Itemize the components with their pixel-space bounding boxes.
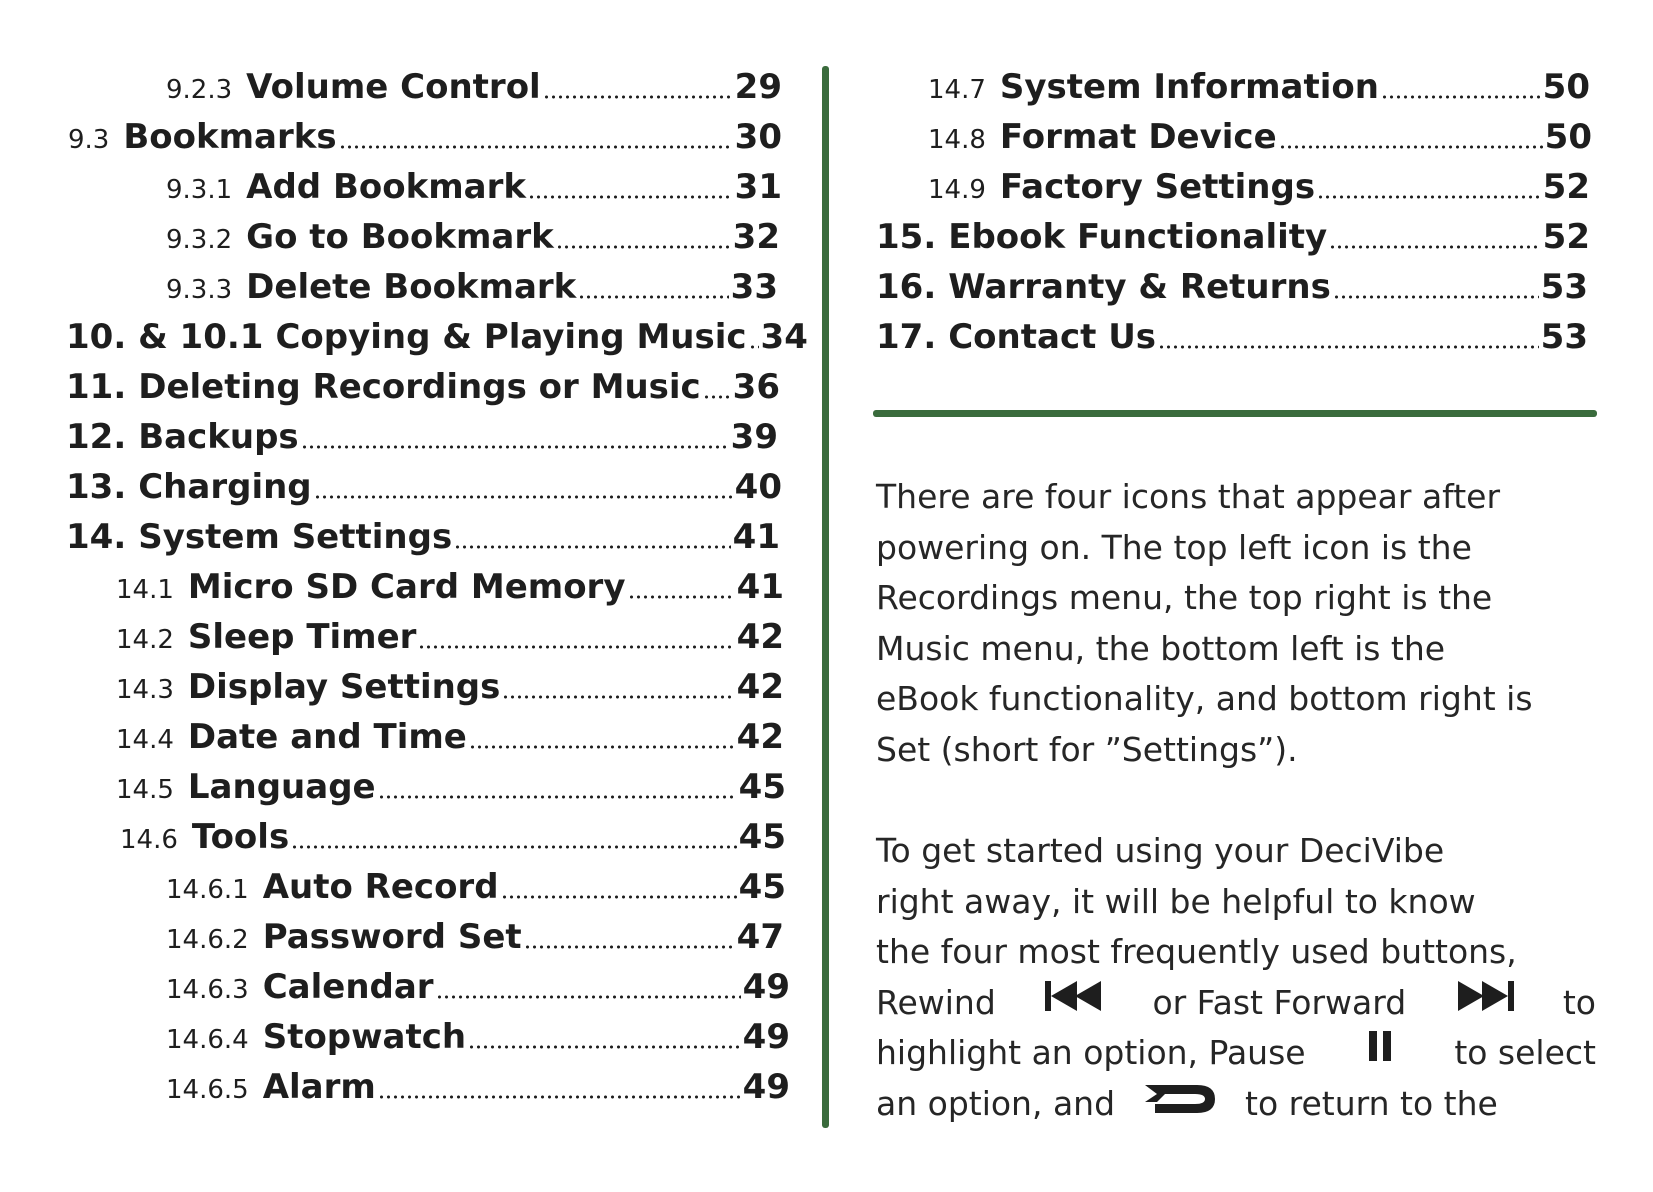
toc-page-number: 50: [1544, 117, 1592, 157]
toc-number: 9.3: [68, 125, 110, 155]
paragraph-line: right away, it will be helpful to know: [876, 881, 1476, 921]
toc-page-number: 52: [1542, 167, 1590, 207]
toc-leader-dots: [378, 1095, 741, 1099]
toc-entry: [166, 1062, 790, 1112]
intro-paragraph: [876, 472, 1596, 775]
back-return-icon: [1143, 1078, 1219, 1131]
column-divider: [822, 66, 829, 1128]
toc-entry: [166, 162, 782, 212]
toc-page-number: 53: [1540, 267, 1588, 307]
toc-number: 14.4: [116, 725, 174, 755]
toc-title: Charging: [138, 467, 312, 507]
toc-page-number: 39: [730, 417, 778, 457]
toc-leader-dots: [1279, 145, 1543, 149]
toc-page-number: 50: [1542, 67, 1590, 107]
toc-title: Warranty & Returns: [948, 267, 1331, 307]
toc-entry: [66, 512, 780, 562]
toc-entry: [166, 212, 780, 262]
toc-page-number: 49: [742, 1067, 790, 1107]
toc-leader-dots: [628, 595, 735, 599]
toc-title: Bookmarks: [123, 117, 337, 157]
toc-entry: [166, 1012, 790, 1062]
toc-entry: [166, 962, 790, 1012]
option-text: an option, and: [876, 1083, 1116, 1123]
toc-leader-dots: [578, 295, 728, 299]
toc-leader-dots: [314, 495, 733, 499]
toc-page-number: 49: [742, 1017, 790, 1057]
toc-title: Backups: [138, 417, 299, 457]
toc-title: Calendar: [262, 967, 434, 1007]
buttons-paragraph: [876, 826, 1596, 1129]
toc-page-number: 41: [736, 567, 784, 607]
toc-number: 16.: [876, 267, 937, 307]
toc-entry: [166, 262, 778, 312]
to-text: to: [1562, 982, 1596, 1022]
toc-entry: [120, 812, 786, 862]
toc-leader-dots: [501, 895, 737, 899]
toc-leader-dots: [468, 1045, 741, 1049]
pause-text: highlight an option, Pause: [876, 1033, 1306, 1072]
toc-page-number: 42: [736, 617, 784, 657]
toc-leader-dots: [1158, 345, 1539, 349]
paragraph-line: [876, 978, 1596, 1029]
toc-leader-dots: [703, 395, 731, 399]
paragraph-line: Recordings menu, the top right is the: [876, 578, 1493, 617]
paragraph-line: Music menu, the bottom left is the: [876, 628, 1446, 668]
toc-title: Format Device: [999, 117, 1277, 157]
toc-page-number: 33: [730, 267, 778, 307]
toc-entry: [166, 862, 786, 912]
toc-number: 14.8: [928, 125, 986, 155]
toc-title: Go to Bookmark: [246, 217, 554, 257]
toc-page-number: 32: [732, 217, 780, 257]
toc-number: 9.3.1: [166, 175, 233, 205]
toc-leader-dots: [1381, 95, 1541, 99]
toc-page-number: 34: [760, 317, 808, 357]
paragraph-line: the four most frequently used buttons,: [876, 932, 1517, 971]
toc-title: System Information: [999, 67, 1379, 107]
toc-entry: [116, 712, 784, 762]
rewind-icon: [1043, 977, 1105, 1030]
toc-entry: [68, 112, 782, 162]
toc-title: Ebook Functionality: [948, 217, 1328, 257]
toc-title: Password Set: [262, 917, 522, 957]
paragraph-line: [876, 1028, 1596, 1079]
toc-leader-dots: [543, 95, 733, 99]
toc-leader-dots: [1317, 195, 1541, 199]
toc-number: 14.6.3: [166, 975, 249, 1005]
toc-leader-dots: [418, 645, 734, 649]
toc-title: System Settings: [138, 517, 453, 557]
toc-leader-dots: [502, 695, 734, 699]
toc-leader-dots: [378, 795, 737, 799]
toc-page-number: 42: [736, 667, 784, 707]
toc-page-number: 47: [736, 917, 784, 957]
toc-title: Deleting Recordings or Music: [138, 367, 701, 407]
select-text: to select: [1454, 1033, 1596, 1072]
toc-entry: [876, 212, 1590, 262]
toc-leader-dots: [469, 745, 735, 749]
toc-title: Date and Time: [187, 717, 467, 757]
return-text: to return to the: [1245, 1083, 1498, 1123]
toc-page-number: 42: [736, 717, 784, 757]
toc-number: 14.6.5: [166, 1075, 249, 1105]
toc-title: Sleep Timer: [187, 617, 417, 657]
toc-number: 14.5: [116, 775, 174, 805]
toc-entry: [116, 762, 786, 812]
section-divider: [873, 410, 1597, 417]
pause-icon: [1366, 1027, 1394, 1080]
toc-entry: [66, 312, 808, 362]
toc-page-number: 45: [738, 767, 786, 807]
toc-title: Tools: [191, 817, 290, 857]
toc-number: 14.2: [116, 625, 174, 655]
toc-title: Add Bookmark: [246, 167, 526, 207]
toc-entry: [66, 462, 782, 512]
toc-number: 9.2.3: [166, 75, 233, 105]
toc-page-number: 29: [734, 67, 782, 107]
toc-page-number: 53: [1540, 317, 1588, 357]
toc-title: Delete Bookmark: [246, 267, 577, 307]
paragraph-line: Set (short for ”Settings”).: [876, 729, 1298, 769]
toc-title: Factory Settings: [999, 167, 1316, 207]
toc-entry: [66, 412, 778, 462]
toc-number: 14.6.2: [166, 925, 249, 955]
toc-title: Language: [187, 767, 376, 807]
rewind-text: Rewind: [876, 982, 996, 1022]
toc-leader-dots: [749, 345, 759, 349]
toc-leader-dots: [436, 995, 741, 999]
toc-page-number: 45: [738, 867, 786, 907]
toc-entry: [876, 262, 1588, 312]
toc-number: 14.9: [928, 175, 986, 205]
toc-leader-dots: [1333, 295, 1539, 299]
toc-page-number: 41: [732, 517, 780, 557]
toc-number: 10. & 10.1: [66, 317, 264, 357]
paragraph-line: There are four icons that appear after: [876, 477, 1501, 516]
toc-title: Alarm: [262, 1067, 376, 1107]
toc-number: 14.6.1: [166, 875, 249, 905]
toc-entry: [116, 562, 784, 612]
toc-number: 12.: [66, 417, 127, 457]
toc-number: 11.: [66, 367, 127, 407]
toc-entry: [66, 362, 780, 412]
toc-number: 9.3.3: [166, 275, 233, 305]
toc-entry: [928, 112, 1592, 162]
fast-forward-icon: [1454, 977, 1516, 1030]
toc-entry: [928, 62, 1590, 112]
toc-entry: [166, 62, 782, 112]
toc-entry: [166, 912, 784, 962]
toc-number: 14.3: [116, 675, 174, 705]
toc-leader-dots: [454, 545, 730, 549]
toc-page-number: 45: [738, 817, 786, 857]
toc-page-number: 36: [732, 367, 780, 407]
toc-leader-dots: [291, 845, 736, 849]
toc-title: Contact Us: [948, 317, 1157, 357]
paragraph-line: [876, 1079, 1596, 1130]
toc-entry: [876, 312, 1588, 362]
toc-leader-dots: [339, 145, 733, 149]
toc-page-number: 40: [734, 467, 782, 507]
toc-leader-dots: [524, 945, 735, 949]
toc-number: 14.1: [116, 575, 174, 605]
toc-title: Micro SD Card Memory: [187, 567, 626, 607]
toc-number: 14.6: [120, 825, 178, 855]
toc-leader-dots: [528, 195, 733, 199]
toc-page-number: 31: [734, 167, 782, 207]
toc-title: Volume Control: [246, 67, 541, 107]
toc-entry: [928, 162, 1590, 212]
paragraph-line: powering on. The top left icon is the: [876, 527, 1472, 567]
toc-page-number: 52: [1542, 217, 1590, 257]
toc-page-number: 49: [742, 967, 790, 1007]
toc-title: Display Settings: [187, 667, 501, 707]
toc-number: 14.6.4: [166, 1025, 249, 1055]
toc-entry: [116, 662, 784, 712]
fast-forward-text: or Fast Forward: [1152, 982, 1407, 1022]
toc-number: 13.: [66, 467, 127, 507]
toc-number: 15.: [876, 217, 937, 257]
toc-number: 14.7: [928, 75, 986, 105]
toc-leader-dots: [1329, 245, 1540, 249]
paragraph-line: To get started using your DeciVibe: [876, 831, 1445, 870]
paragraph-line: eBook functionality, and bottom right is: [876, 679, 1533, 718]
toc-number: 17.: [876, 317, 937, 357]
toc-title: Stopwatch: [262, 1017, 467, 1057]
toc-leader-dots: [301, 445, 729, 449]
toc-title: Copying & Playing Music: [275, 317, 747, 357]
toc-entry: [116, 612, 784, 662]
toc-leader-dots: [556, 245, 731, 249]
toc-page-number: 30: [734, 117, 782, 157]
toc-title: Auto Record: [262, 867, 499, 907]
toc-number: 9.3.2: [166, 225, 233, 255]
toc-number: 14.: [66, 517, 127, 557]
